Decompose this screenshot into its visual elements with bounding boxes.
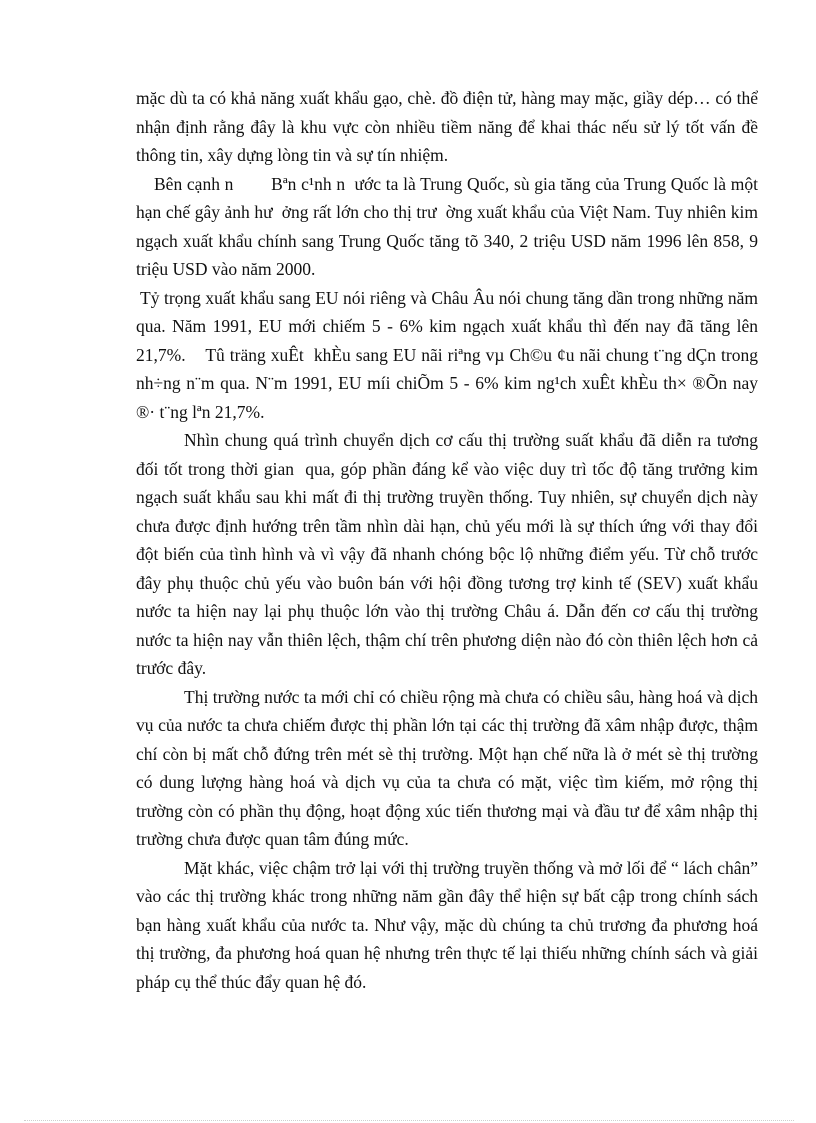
paragraph-continuation: mặc dù ta có khả năng xuất khẩu gạo, chè. đồ điện tử, hàng may mặc, giầy dép… có thể nhận định rằng đây là khu vực còn nhiều tiềm năng để khai thác nếu sử lý tốt vấn đề thông tin, xây dựng lòng tin và sự tín nhiệm. <box>136 88 763 165</box>
paragraph-market-shift: Nhìn chung quá trình chuyển dịch cơ cấu thị trường suất khẩu đã diễn ra tương đối tốt trong thời gian qua, góp phần đáng kể vào việc duy trì tốc độ tăng trưởng kim ngạch suất khẩu sau khi mất đi thị trường truyền thống. Tuy nhiên, sự chuyển dịch này chưa được định hướng trên tầm nhìn dài hạn, chủ yếu mới là sự thích ứng với thay đổi đột biến của tình hình và vì vậy đã nhanh chóng bộc lộ những điểm yếu. Từ chỗ trước đây phụ thuộc chủ yếu vào buôn bán với hội đồng tương trợ kinh tế (SEV) xuất khẩu nước ta hiện nay lại phụ thuộc lớn vào thị trường Châu á. Dẫn đến cơ cấu thị trường nước ta hiện nay vẫn thiên lệch, thậm chí trên phương diện nào đó còn thiên lệch hơn cả trước đây. <box>136 430 763 678</box>
paragraph-trung-quoc: Bên cạnh n Bªn c¹nh n ước ta là Trung Quốc, sù gia tăng của Trung Quốc là một hạn chế gây ảnh hư ởng rất lớn cho thị trư ờng xuất khẩu của Việt Nam. Tuy nhiên kim ngạch xuất khẩu chính sang Trung Quốc tăng tõ 340, 2 triệu USD năm 1996 lên 858, 9 triệu USD vào năm 2000. <box>136 173 763 279</box>
document-body <box>136 84 763 996</box>
paragraph-market-depth: Thị trường nước ta mới chỉ có chiều rộng mà chưa có chiều sâu, hàng hoá và dịch vụ của nước ta chưa chiếm được thị phần lớn tại các thị trường đã xâm nhập được, thậm chí còn bị mất chỗ đứng trên mét sè thị trường. Một hạn chế nữa là ở mét sè thị trường có dung lượng hàng hoá và dịch vụ của ta chưa có mặt, việc tìm kiếm, mở rộng thị trường còn có phần thụ động, hoạt động xúc tiến thương mại và đầu tư để xâm nhập thị trường chưa được quan tâm đúng mức. <box>136 686 763 849</box>
paragraph-traditional-markets: Mặt khác, việc chậm trở lại với thị trường truyền thống và mở lối để “ lách chân” vào các thị trường khác trong những năm gần đây thể hiện sự bất cập trong chính sách bạn hàng xuất khẩu của nước ta. Như vậy, mặc dù chúng ta chủ trương đa phương hoá thị trường, đa phương hoá quan hệ nhưng trên thực tế lại thiếu những chính sách và giải pháp cụ thể thúc đẩy quan hệ đó. <box>136 857 763 992</box>
page-bottom-divider <box>24 1120 794 1121</box>
paragraph-eu: Tỷ trọng xuất khẩu sang EU nói riêng và Châu Âu nói chung tăng dần trong những năm qua. Năm 1991, EU mới chiếm 5 - 6% kim ngạch xuất khẩu thì đến nay đã tăng lên 21,7%. Tû träng xuÊt khÈu sang EU nãi riªng vµ Ch©u ¢u nãi chung t¨ng dÇn trong nh÷ng n¨m qua. N¨m 1991, EU míi chiÕm 5 - 6% kim ng¹ch xuÊt khÈu th× ®Õn nay ®· t¨ng lªn 21,7%. <box>136 287 763 422</box>
